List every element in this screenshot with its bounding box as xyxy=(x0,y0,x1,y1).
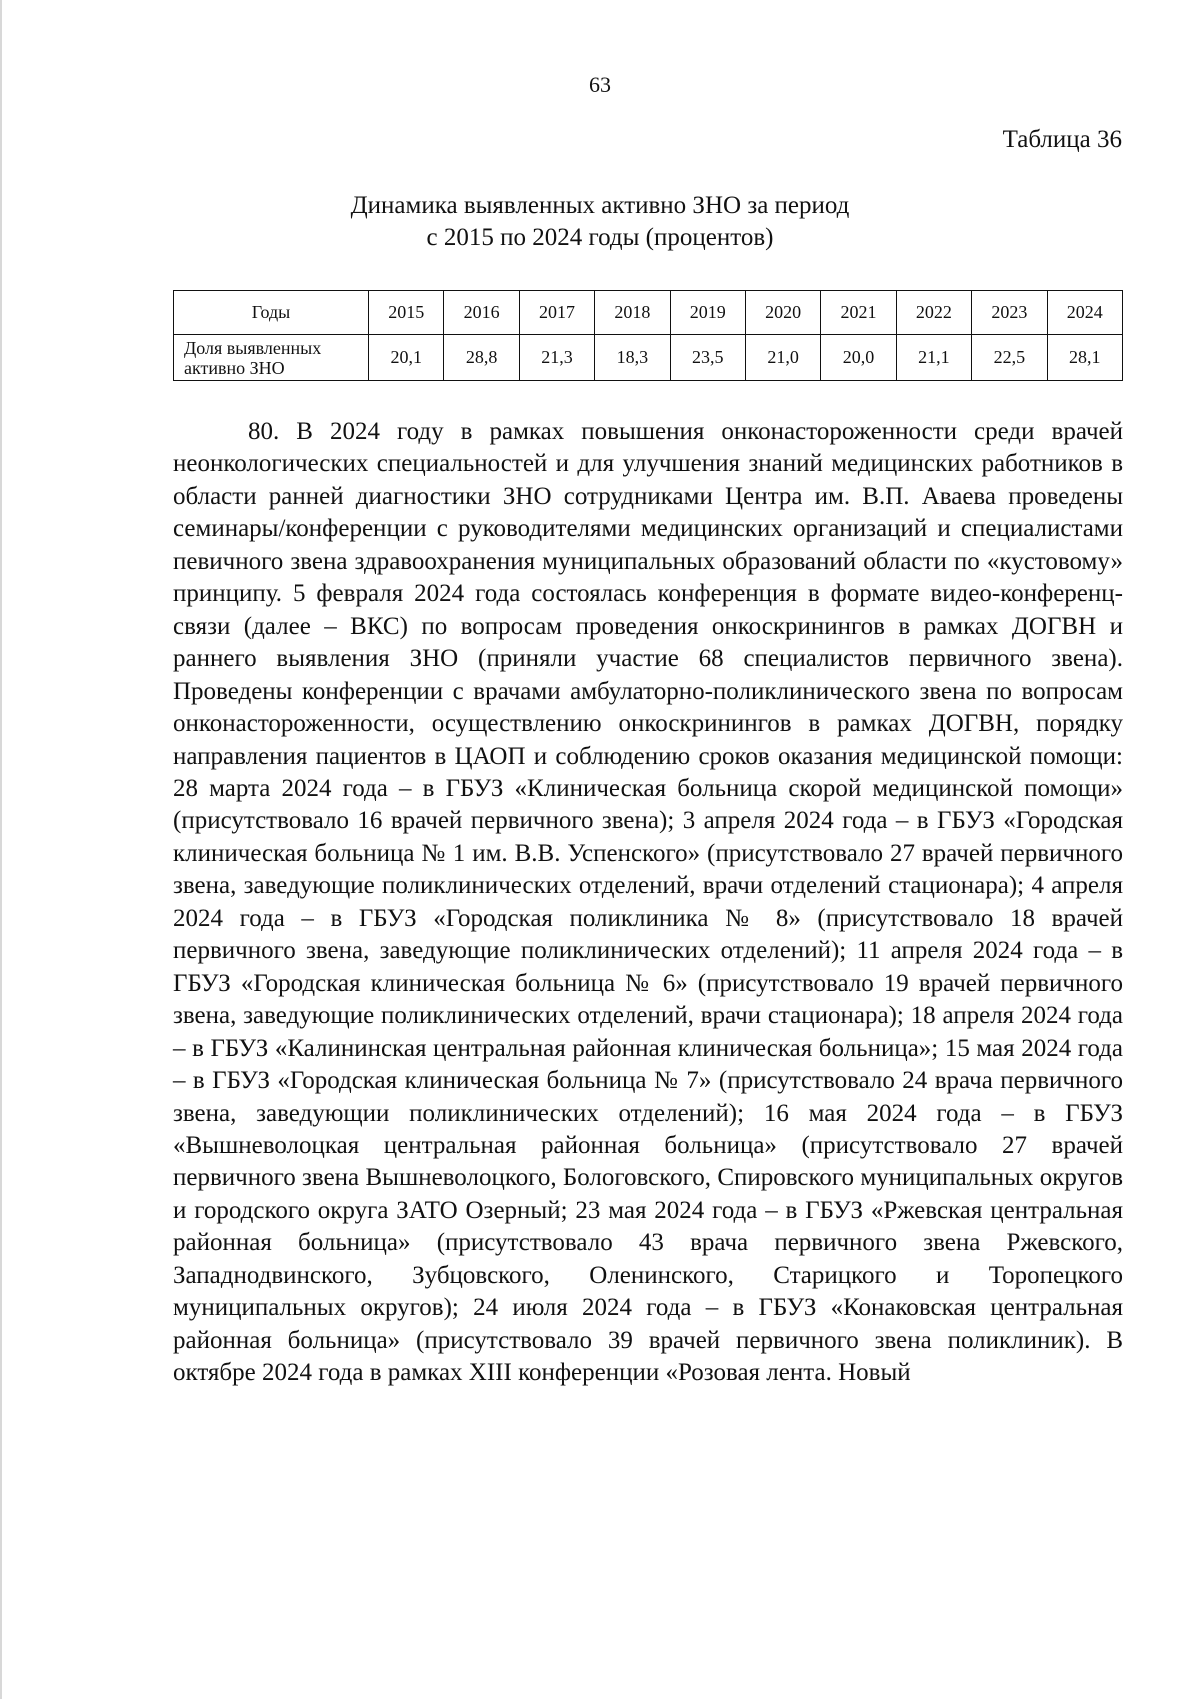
table-cell-value: 20,1 xyxy=(369,335,444,381)
table-cell-year: 2016 xyxy=(444,291,519,335)
table-cell-year: 2017 xyxy=(519,291,594,335)
table-cell-value: 23,5 xyxy=(670,335,745,381)
table-title-line-1: Динамика выявленных активно ЗНО за период xyxy=(350,192,850,219)
table-cell-value: 21,3 xyxy=(519,335,594,381)
table-cell-value: 21,1 xyxy=(896,335,971,381)
table-title-line-2: с 2015 по 2024 годы (процентов) xyxy=(426,224,774,251)
table-cell-value: 21,0 xyxy=(745,335,820,381)
table-row-years xyxy=(174,291,1123,335)
page-number: 63 xyxy=(589,72,611,97)
data-table xyxy=(173,290,1123,381)
table-cell-year: 2023 xyxy=(972,291,1047,335)
scan-edge-line xyxy=(0,0,2,1699)
table-cell-year: 2018 xyxy=(595,291,670,335)
table-cell-value: 20,0 xyxy=(821,335,896,381)
table-row-values xyxy=(174,335,1123,381)
table-cell-value: 18,3 xyxy=(595,335,670,381)
table-cell-year: 2022 xyxy=(896,291,971,335)
table-row-label: Доля выявленных активно ЗНО xyxy=(174,335,369,381)
table-cell-year: 2020 xyxy=(745,291,820,335)
table-title xyxy=(0,190,1200,254)
table-row-label: Годы xyxy=(174,291,369,335)
paragraph-80: 80. В 2024 году в рамках повышения онконастороженности среди врачей неонкологических специальностей и для улучшения знаний медицинских работников в области ранней диагностики ЗНО сотрудниками Центра им. В.П. Аваева проведены семинары/конференции с руководителями медицинских организаций и специалистами певичного звена здравоохранения муниципальных образований области по «кустовому» принципу. 5 февраля 2024 года состоялась конференция в формате видео-конференц-связи (далее – ВКС) по вопросам проведения онкоскринингов в рамках ДОГВН и раннего выявления ЗНО (приняли участие 68 специалистов первичного звена). Проведены конференции с врачами амбулаторно-поликлинического звена по вопросам онконастороженности, осуществлению онкоскринингов в рамках ДОГВН, порядку направления пациентов в ЦАОП и соблюдению сроков оказания медицинской помощи: 28 марта 2024 года – в ГБУЗ «Клиническая больница скорой медицинской помощи» (присутствовало 16 врачей первичного звена); 3 апреля 2024 года – в ГБУЗ «Городская клиническая больница № 1 им. В.В. Успенского» (присутствовало 27 врачей первичного звена, заведующие поликлинических отделений, врачи отделений стационара); 4 апреля 2024 года – в ГБУЗ «Городская поликлиника № 8» (присутствовало 18 врачей первичного звена, заведующие поликлинических отделений); 11 апреля 2024 года – в ГБУЗ «Городская клиническая больница № 6» (присутствовало 19 врачей первичного звена, заведующие поликлинических отделений, врачи стационара); 18 апреля 2024 года – в ГБУЗ «Калининская центральная районная клиническая больница»; 15 мая 2024 года – в ГБУЗ «Городская клиническая больница № 7» (присутствовало 24 врача первичного звена, заведующии поликлинических отделений); 16 мая 2024 года – в ГБУЗ «Вышневолоцкая центральная районная больница» (присутствовало 27 врачей первичного звена Вышневолоцкого, Бологовского, Спировского муниципальных округов и городского округа ЗАТО Озерный; 23 мая 2024 года – в ГБУЗ «Ржевская центральная районная больница» (присутствовало 43 врача первичного звена Ржевского, Западнодвинского, Зубцовского, Оленинского, Старицкого и Торопецкого муниципальных округов); 24 июля 2024 года – в ГБУЗ «Конаковская центральная районная больница» (присутствовало 39 врачей первичного звена поликлиник). В октябре 2024 года в рамках XIII конференции «Розовая лента. Новый xyxy=(173,418,1123,1387)
table-cell-year: 2015 xyxy=(369,291,444,335)
table-cell-value: 28,8 xyxy=(444,335,519,381)
table-cell-year: 2021 xyxy=(821,291,896,335)
table-cell-year: 2024 xyxy=(1047,291,1122,335)
table-caption: Таблица 36 xyxy=(1002,126,1122,153)
table-cell-year: 2019 xyxy=(670,291,745,335)
table-cell-value: 28,1 xyxy=(1047,335,1122,381)
table-cell-value: 22,5 xyxy=(972,335,1047,381)
body-text xyxy=(173,416,1123,1390)
